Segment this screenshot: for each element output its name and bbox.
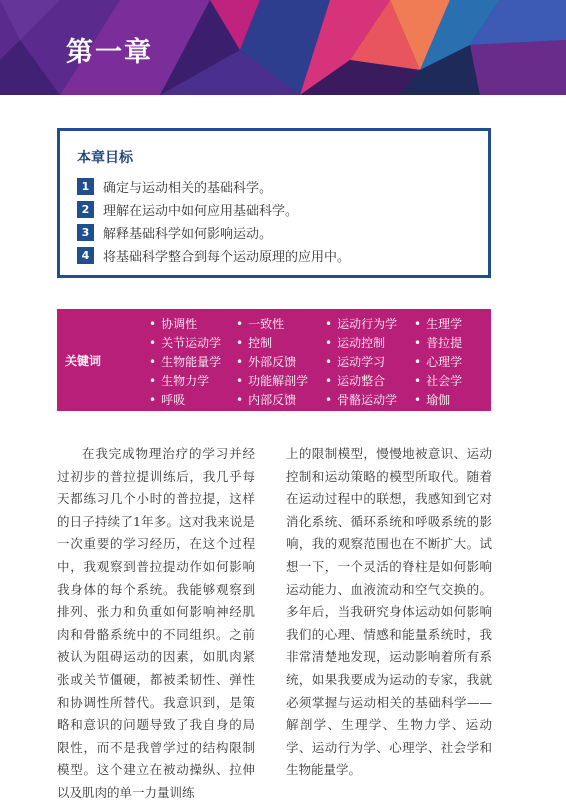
keyword-item: • 运动学习 xyxy=(325,353,397,372)
objective-item xyxy=(77,221,350,244)
objective-item xyxy=(77,198,350,221)
keyword-item: • 关节运动学 xyxy=(149,334,221,353)
objective-text: 理解在运动中如何应用基础科学。 xyxy=(103,204,299,219)
keyword-item: • 运动控制 xyxy=(325,334,397,353)
body-text-left-column: 在我完成物理治疗的学习并经过初步的普拉提训练后，我几乎每天都练习几个小时的普拉提，这样的日子持续了1年多。这对我来说是一次重要的学习经历，在这个过程中，我观察到普拉提动作如何影响我身体的每个系统。我能够观察到排列、张力和负重如何影响神经肌肉和骨骼系统中的不同组织。之前被认为阻碍运动的因素，如肌肉紧张或关节僵硬，都被柔韧性、弹性和协调性所替代。我意识到，是策略和意识的问题导致了我自身的局限性，而不是我曾学过的结构限制模型。这个建立在被动操纵、拉伸以及肌肉的单一力量训练 xyxy=(57,446,255,800)
objective-text: 确定与运动相关的基础科学。 xyxy=(103,181,273,196)
objective-item xyxy=(77,175,350,198)
chapter-banner xyxy=(0,0,566,95)
keyword-item: • 心理学 xyxy=(414,353,462,372)
keyword-item: • 一致性 xyxy=(236,315,308,334)
keywords-column xyxy=(149,315,221,410)
objective-number-badge: 3 xyxy=(77,224,94,241)
keyword-item: • 运动整合 xyxy=(325,372,397,391)
objective-text: 将基础科学整合到每个运动原理的应用中。 xyxy=(103,250,351,265)
objective-text: 解释基础科学如何影响运动。 xyxy=(103,227,273,242)
objective-number-badge: 2 xyxy=(77,201,94,218)
keyword-item: • 瑜伽 xyxy=(414,391,462,410)
objective-number-badge: 1 xyxy=(77,178,94,195)
keyword-item: • 控制 xyxy=(236,334,308,353)
keyword-item: • 生物能量学 xyxy=(149,353,221,372)
keyword-item: • 功能解剖学 xyxy=(236,372,308,391)
keyword-item: • 普拉提 xyxy=(414,334,462,353)
chapter-title: 第一章 xyxy=(66,37,153,68)
objectives-heading: 本章目标 xyxy=(77,150,133,166)
keyword-item: • 呼吸 xyxy=(149,391,221,410)
keywords-panel xyxy=(57,309,491,411)
body-text-right-column: 上的限制模型，慢慢地被意识、运动控制和运动策略的模型所取代。随着在运动过程中的联想，我感知到它对消化系统、循环系统和呼吸系统的影响，我的观察范围也在不断扩大。试想一下，一个灵活的脊柱是如何影响运动能力、血液流动和空气交换的。多年后，当我研究身体运动如何影响我们的心理、情感和能量系统时，我非常清楚地发现，运动影响着所有系统，如果我要成为运动的专家，我就必须掌握与运动相关的基础科学——解剖学、生理学、生物力学、运动学、运动行为学、心理学、社会学和生物能量学。 xyxy=(286,446,492,778)
chapter-objectives-box xyxy=(57,128,491,278)
keywords-column xyxy=(325,315,397,410)
keywords-column xyxy=(414,315,462,410)
keywords-column xyxy=(236,315,308,410)
keyword-item: • 生理学 xyxy=(414,315,462,334)
keyword-item: • 外部反馈 xyxy=(236,353,308,372)
keyword-item: • 骨骼运动学 xyxy=(325,391,397,410)
objectives-list xyxy=(77,175,350,267)
objective-number-badge: 4 xyxy=(77,247,94,264)
objective-item xyxy=(77,244,350,267)
keyword-item: • 生物力学 xyxy=(149,372,221,391)
keyword-item: • 协调性 xyxy=(149,315,221,334)
keyword-item: • 运动行为学 xyxy=(325,315,397,334)
keyword-item: • 社会学 xyxy=(414,372,462,391)
keywords-label: 关键词 xyxy=(65,354,102,368)
keyword-item: • 内部反馈 xyxy=(236,391,308,410)
